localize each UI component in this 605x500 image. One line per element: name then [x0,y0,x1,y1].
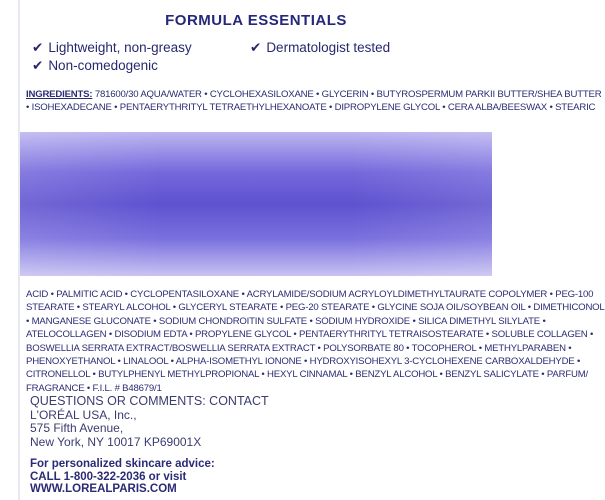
contact-block [30,395,269,449]
ingredients-line: ATELOCOLLAGEN • DISODIUM EDTA • PROPYLENE GLYCOL • PENTAERYTHRITYL TETRAISOSTEARATE • SOLUBLE COLLAGEN • [26,329,594,341]
street-address: 575 Fifth Avenue, [30,421,124,436]
product-label-panel [18,0,605,500]
feature-non-comedogenic [32,58,158,74]
feature-label: Non-comedogenic [48,58,158,73]
ingredients-line: INGREDIENTS: 781600/30 AQUA/WATER • CYCLOHEXASILOXANE • GLYCERIN • BUTYROSPERMUM PARKII BUTTER/SHEA BUTTER [26,89,602,100]
ingredients-line: • MANGANESE GLUCONATE • SODIUM CHONDROITIN SULFATE • SODIUM HYDROXIDE • SILICA DIMETHYL SILYLATE • [26,315,546,327]
city-address: New York, NY 10017 KP69001X [30,434,202,449]
ingredients-line: ACID • PALMITIC ACID • CYCLOPENTASILOXANE • ACRYLAMIDE/SODIUM ACRYLOYLDIMETHYLTAURATE COPOLYMER • PEG-100 [26,289,594,300]
company-name: L'ORÉAL USA, Inc., [30,407,137,422]
feature-dermatologist-tested [250,40,390,56]
feature-label: Lightweight, non-greasy [48,40,192,55]
website-link: WWW.LOREALPARIS.COM [30,483,177,496]
ingredients-line: PHENOXYETHANOL • LINALOOL • ALPHA-ISOMETHYL IONONE • HYDROXYISOHEXYL 3-CYCLOHEXENE CARBOXALDEHYDE • [26,356,581,368]
ingredients-heading: INGREDIENTS: [26,89,93,100]
ingredients-line: • ISOHEXADECANE • PENTAERYTHRITYL TETRAETHYLHEXANOATE • DIPROPYLENE GLYCOL • CERA ALBA/BEESWAX • STEARIC [26,102,596,113]
feature-lightweight [32,40,192,56]
ingredients-line: CITRONELLOL • BUTYLPHENYL METHYLPROPIONAL • HEXYL CINNAMAL • BENZYL ALCOHOL • BENZYL SALICYLATE • PARFUM/ [26,369,588,381]
purple-gradient-band [20,132,492,276]
feature-label: Dermatologist tested [266,40,391,55]
ingredients-bottom [26,288,605,395]
checkmark-icon: ✔ [32,58,44,73]
ingredients-top [26,88,602,114]
ingredients-line: FRAGRANCE • F.I.L. # B48679/1 [26,382,162,394]
advice-line: For personalized skincare advice: [30,458,215,470]
checkmark-icon: ✔ [250,40,262,55]
contact-heading: QUESTIONS OR COMMENTS: CONTACT [30,394,269,408]
skincare-advice-block [30,458,215,496]
ingredients-line: BOSWELLIA SERRATA EXTRACT/BOSWELLIA SERRATA EXTRACT • POLYSORBATE 80 • TOCOPHEROL • METHYLPARABEN • [26,342,572,354]
checkmark-icon: ✔ [32,40,44,55]
ingredients-line: STEARATE • STEARYL ALCOHOL • GLYCERYL STEARATE • PEG-20 STEARATE • GLYCINE SOJA OIL/SOYBEAN OIL • DIMETHICONOL [26,302,605,314]
phone-line: CALL 1-800-322-2036 or visit [30,470,187,483]
formula-essentials-title: FORMULA ESSENTIALS [165,12,347,29]
